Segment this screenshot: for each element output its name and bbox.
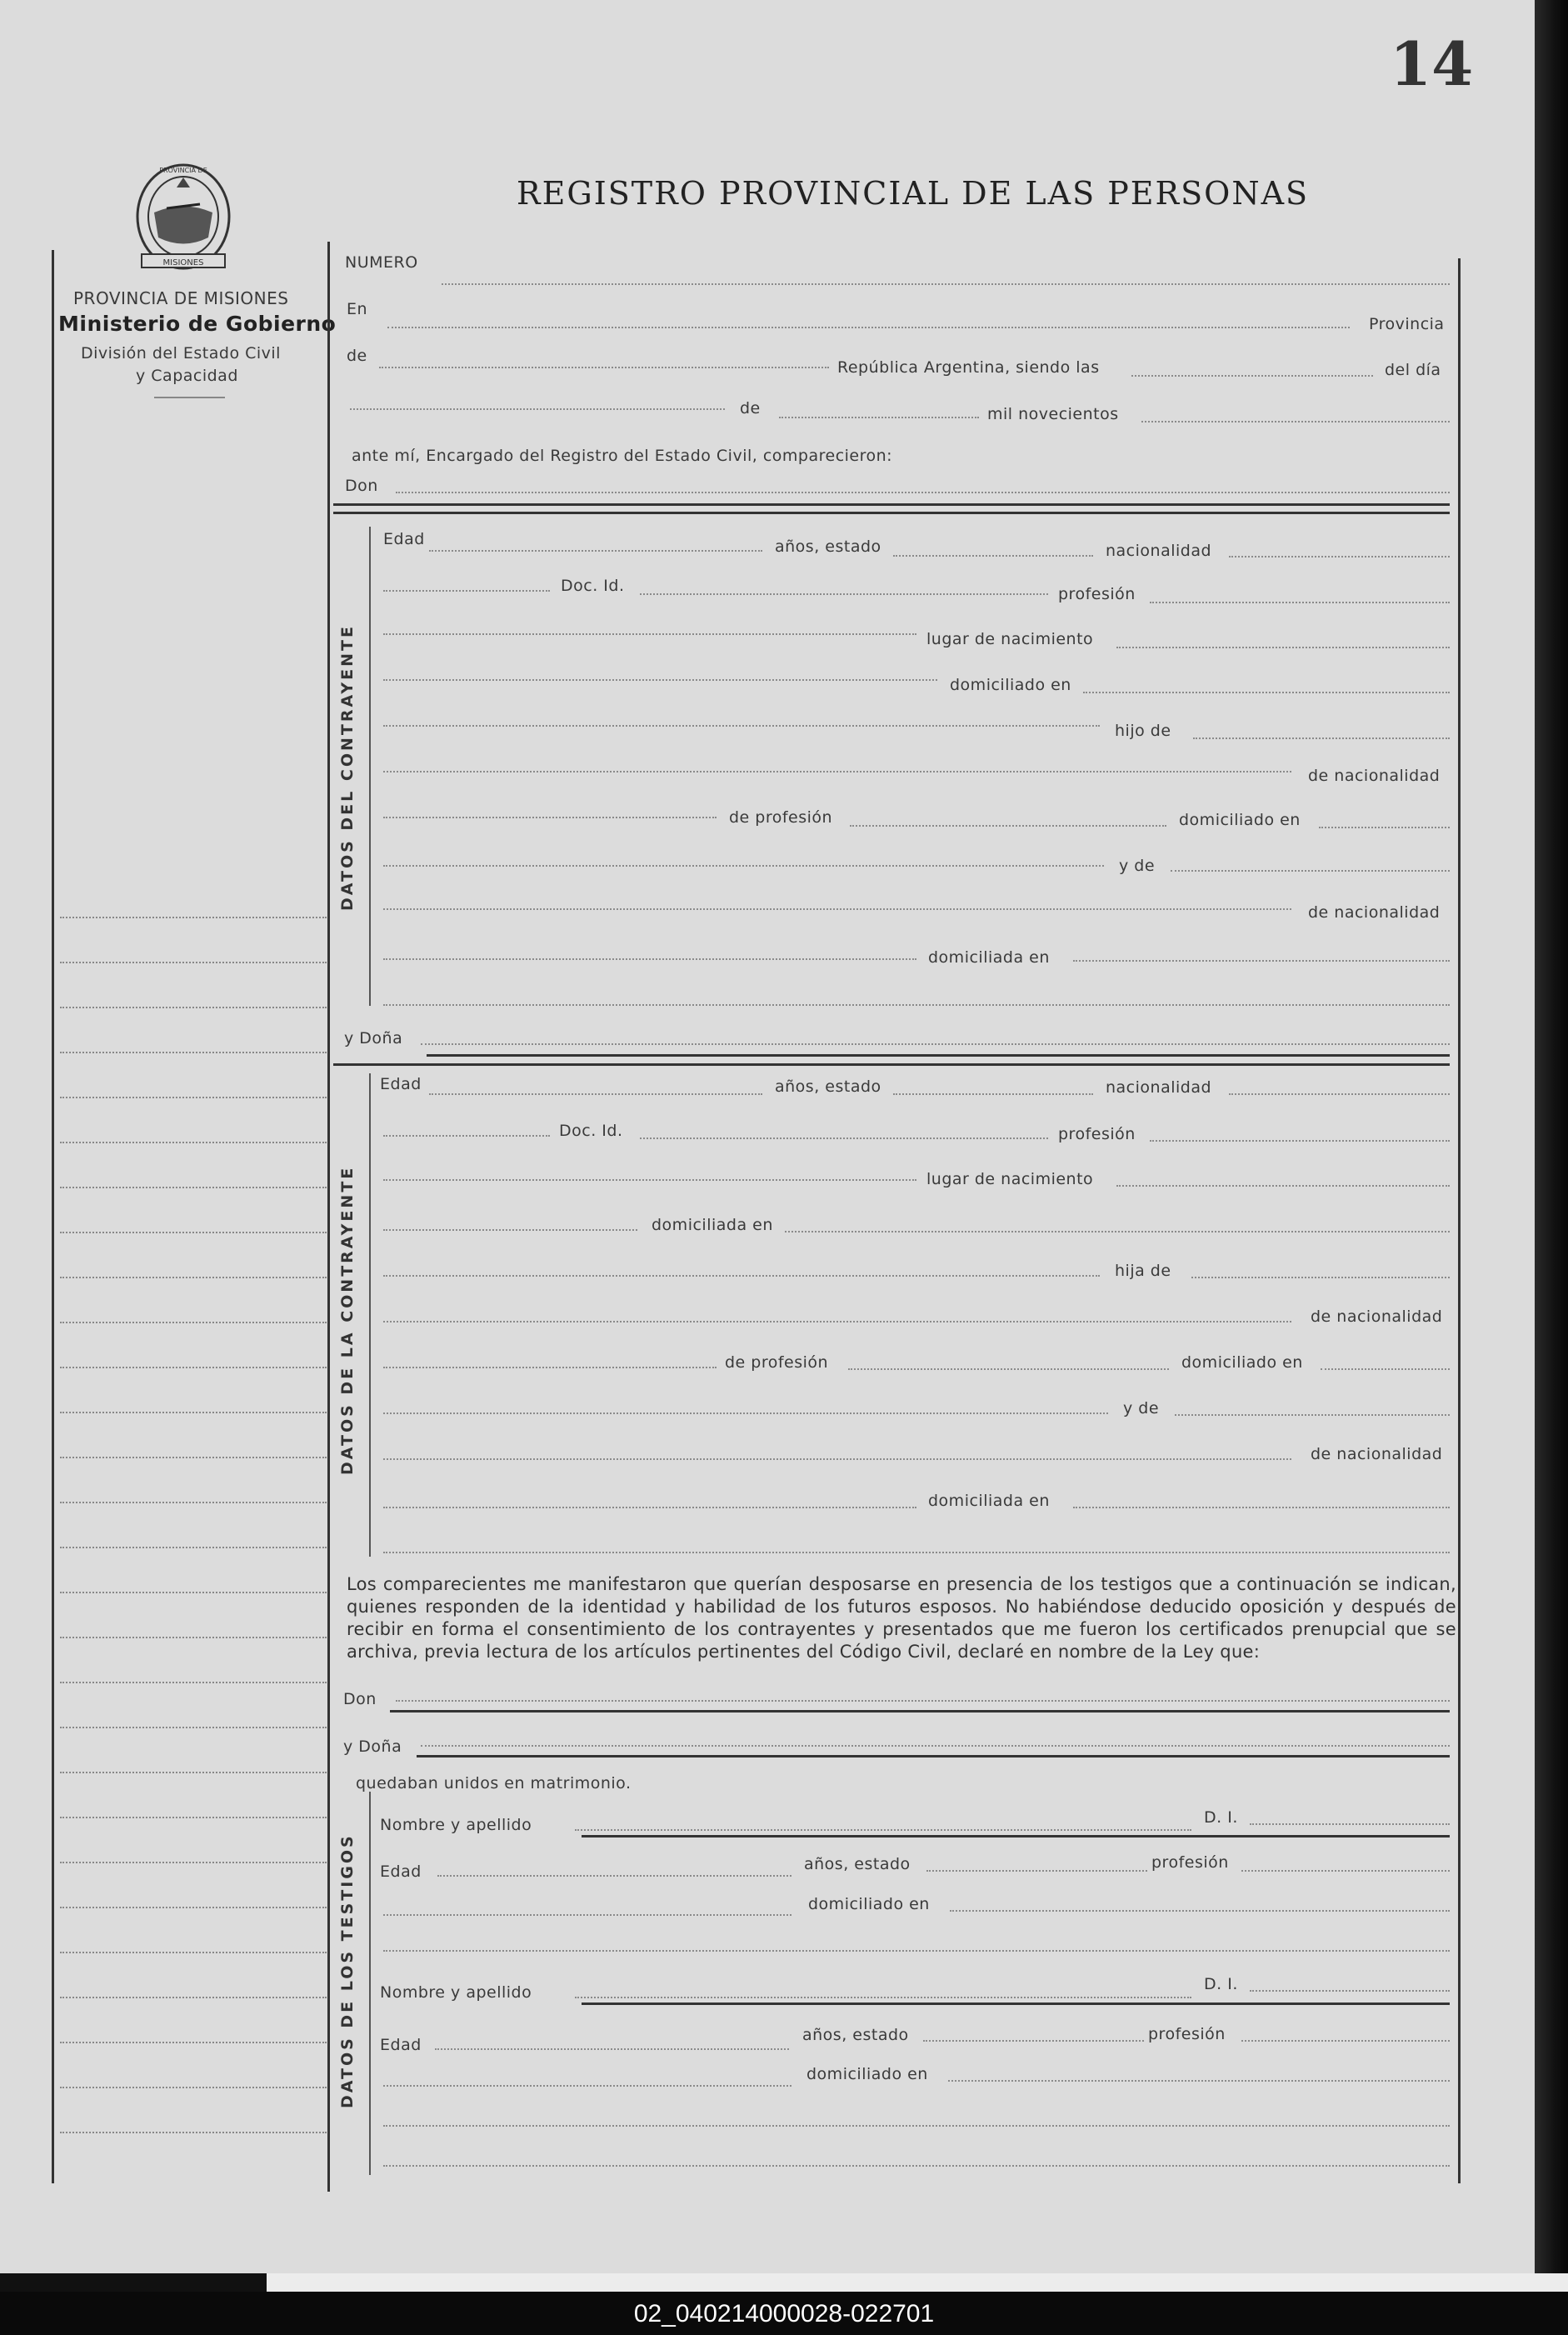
witness1-edad-label: Edad [380,1862,422,1881]
witness2-rule [582,2002,1450,2005]
witness2-edad-label: Edad [380,2036,422,2054]
quedaban-text: quedaban unidos en matrimonio. [356,1774,632,1792]
pre-domiciliada-line-3 [383,1507,916,1508]
pre-lugar-line [383,633,916,635]
witness2-nombre-label: Nombre y apellido [380,1983,532,2002]
de-profesion-label-2: de profesión [725,1353,829,1372]
padre-nac-line-2 [383,1367,717,1368]
lugar-nac-label: lugar de nacimiento [926,630,1094,648]
nacionalidad-label: nacionalidad [1106,542,1212,560]
witness1-dom-label: domiciliado en [808,1895,930,1913]
witness2-dom-line [948,2080,1450,2082]
en-label: En [347,300,368,318]
margin-line [60,1232,327,1233]
margin-line [60,1817,327,1818]
hora-line [1131,375,1373,377]
hijo-de-label: hijo de [1115,722,1171,740]
doc-pre-line [383,590,550,592]
nacionalidad-line-2 [1229,1093,1450,1095]
witness1-nombre-label: Nombre y apellido [380,1816,532,1834]
margin-line [60,917,327,918]
witness2-anos-label: años, estado [802,2026,909,2044]
nacionalidad-label-2: nacionalidad [1106,1078,1212,1097]
mes-line [779,417,979,418]
dona-rule-3 [417,1755,1450,1758]
left-margin-border [52,250,54,2183]
de-label: de [347,347,367,365]
pre-dom-line [383,679,937,681]
provincia-label: Provincia [1369,315,1445,333]
y-de-label: y de [1119,857,1156,875]
book-spine-edge [1535,0,1568,2273]
margin-line [60,1997,327,1998]
madre-nombre-line [383,908,1291,910]
de-nac-1-label-2: de nacionalidad [1311,1308,1443,1326]
domiciliada-label: domiciliada en [928,948,1050,967]
don-rule-3 [390,1710,1450,1712]
seal-top-label: PROVINCIA DE [159,167,207,174]
hijo-line [1193,738,1450,739]
estado-line [893,555,1093,557]
contrayente-bracket [369,527,371,1006]
margin-line [60,1277,327,1278]
margin-line [60,1007,327,1008]
dona-line-2 [421,1745,1450,1747]
domiciliada-line [1073,960,1450,962]
witness2-estado-line [923,2040,1144,2042]
del-dia-label: del día [1385,361,1441,379]
don-rule [333,503,1450,506]
ante-text: ante mí, Encargado del Registro del Estado Civil, comparecieron: [352,447,893,465]
division-underline [154,397,225,398]
margin-line [60,962,327,963]
padre-prof-line-2 [848,1368,1169,1370]
witness2-di-line [1250,1990,1450,1992]
contrayente-side-label: DATOS DEL CONTRAYENTE [338,624,357,911]
de-line [379,367,829,368]
provincial-seal [125,154,242,279]
madre-line-2 [1175,1414,1450,1416]
pre-domiciliada-line [383,958,916,960]
y-dona-label-2: y Doña [343,1738,402,1756]
margin-line [60,2042,327,2043]
margin-line [60,1322,327,1323]
domiciliado-label-3: domiciliado en [1181,1353,1303,1372]
witness2-nombre-line [575,1997,1191,1998]
scan-filename: 02_040214000028-022701 [633,2300,935,2328]
hija-line [1191,1277,1450,1278]
division-line1: División del Estado Civil [81,344,281,362]
page-number: 14 [1390,28,1474,99]
margin-line [60,1637,327,1638]
y-de-label-2: y de [1123,1399,1160,1418]
madre-line [1171,870,1450,872]
witness2-profesion-label: profesión [1148,2025,1226,2043]
lugar-line-2 [1116,1185,1450,1187]
dona-rule-2 [333,1063,1450,1066]
witness1-anos-label: años, estado [804,1855,911,1873]
don-line-2 [396,1700,1450,1702]
margin-line [60,1142,327,1143]
padre-prof-line [850,825,1166,827]
margin-line [60,1952,327,1953]
anio-line [1141,421,1450,422]
left-column-border [327,242,330,2192]
domiciliado-line [1083,692,1450,693]
lugar-nac-label-2: lugar de nacimiento [926,1170,1094,1188]
witness1-profesion-label: profesión [1151,1853,1229,1872]
profesion-label-2: profesión [1058,1125,1136,1143]
pre-yde-line-2 [383,1412,1108,1414]
estado-line-2 [893,1093,1093,1095]
margin-line [60,1862,327,1863]
padre-nac-line [383,817,717,818]
y-dona-label: y Doña [344,1029,403,1048]
dia-line [350,408,725,410]
padre-dom-line-2 [1321,1368,1450,1370]
domiciliada-line-2 [785,1231,1450,1232]
margin-line [60,2087,327,2088]
domiciliada-label-2: domiciliada en [652,1216,773,1234]
domiciliada-label-3: domiciliada en [928,1492,1050,1510]
witness1-profesion-line [1241,1870,1450,1872]
margin-line [60,1052,327,1053]
nacionalidad-line [1229,556,1450,558]
lugar-line [1116,647,1450,648]
margin-line [60,1727,327,1728]
dona-rule [427,1054,1450,1057]
de-profesion-label: de profesión [729,808,833,827]
margin-line [60,1907,327,1908]
witness1-pre-dom-line [383,1914,791,1916]
don-label-2: Don [343,1690,377,1708]
doc-line [640,593,1048,595]
witness1-estado-line [926,1870,1147,1872]
contrayenta-side-label: DATOS DE LA CONTRAYENTE [338,1165,357,1475]
edad-line [429,550,762,552]
numero-label: NUMERO [345,253,418,272]
doc-pre-line-2 [383,1135,550,1137]
margin-line [60,1772,327,1773]
doc-id-label-2: Doc. Id. [559,1122,623,1140]
declaration-text: Los comparecientes me manifestaron que querían desposarse en presencia de los testigos que a continuación se indican, quienes responden de la identidad y habilidad de los futuros esposos. No habiéndose deducido oposición y después de recibir en forma el consentimiento de los contrayentes y presentados que me fueron los certificados prenupcial que se archiva, previa lectura de los artículos pertinentes del Código Civil, declaré en nombre de la Ley que: [347,1574,1456,1662]
don-line [396,492,1450,493]
edad-line-2 [429,1093,762,1095]
hija-de-label: hija de [1115,1262,1171,1280]
witness2-edad-line [435,2048,789,2050]
edad-label: Edad [383,530,425,548]
pre-lugar-line-2 [383,1179,916,1181]
domiciliada-line-3 [1073,1507,1450,1508]
contrayente-last-line [383,1004,1450,1006]
profesion-label: profesión [1058,585,1136,603]
don-label: Don [345,477,378,495]
pre-domiciliada-line-2 [383,1229,637,1231]
witness1-nombre-line [575,1829,1191,1831]
margin-line [60,1412,327,1413]
bottom-shadow [0,2273,267,2292]
contrayenta-bracket [369,1073,371,1557]
seal-label: MISIONES [162,258,204,268]
margin-line [60,1097,327,1098]
witness2-extra-line [383,2165,1450,2167]
division-line2: y Capacidad [136,367,238,385]
witness2-profesion-line [1241,2040,1450,2042]
right-border [1458,258,1461,2183]
de-nac-2-label: de nacionalidad [1308,903,1441,922]
don-rule-2 [333,512,1450,514]
margin-line [60,1592,327,1593]
ministry-name: Ministerio de Gobierno [58,312,337,336]
witness2-dom-label: domiciliado en [806,2065,928,2083]
madre-nombre-line-2 [383,1458,1291,1460]
witness1-rule [582,1835,1450,1838]
domiciliado-label: domiciliado en [950,676,1071,694]
mil-label: mil novecientos [987,405,1119,423]
doc-id-label: Doc. Id. [561,577,625,595]
page-title: REGISTRO PROVINCIAL DE LAS PERSONAS [517,175,1310,212]
padre-nombre-line [383,771,1291,772]
pre-yde-line [383,865,1104,867]
province-name: PROVINCIA DE MISIONES [73,288,289,308]
pre-hija-line [383,1275,1100,1277]
witness1-last-line [383,1950,1450,1952]
padre-nombre-line-2 [383,1321,1291,1322]
witness2-pre-dom-line [383,2085,791,2087]
witness2-last-line [383,2125,1450,2127]
margin-line [60,1367,327,1368]
margin-line [60,1502,327,1503]
margin-line [60,1682,327,1683]
testigos-bracket [369,1792,371,2175]
witness1-dom-line [950,1910,1450,1912]
contrayenta-last-line [383,1552,1450,1553]
witness1-edad-line [437,1875,791,1877]
de-nac-1-label: de nacionalidad [1308,767,1441,785]
republica-text: República Argentina, siendo las [837,358,1100,377]
profesion-line [1150,602,1450,603]
pre-hijo-line [383,725,1100,727]
witness1-di-line [1250,1823,1450,1825]
witness1-di-label: D. I. [1204,1808,1238,1827]
en-line [387,327,1350,328]
doc-line-2 [640,1138,1048,1139]
margin-line [60,2132,327,2133]
profesion-line-2 [1150,1140,1450,1142]
anos-estado-label: años, estado [775,538,881,556]
anos-estado-label-2: años, estado [775,1078,881,1096]
padre-dom-line [1319,827,1450,828]
testigos-side-label: DATOS DE LOS TESTIGOS [338,1833,357,2108]
de-nac-2-label-2: de nacionalidad [1311,1445,1443,1463]
witness2-di-label: D. I. [1204,1975,1238,1993]
domiciliado-2-label: domiciliado en [1179,811,1301,829]
numero-line [442,283,1450,285]
margin-line [60,1187,327,1188]
dona-line [421,1043,1450,1045]
de2-label: de [740,399,761,418]
edad-label-2: Edad [380,1075,422,1093]
margin-line [60,1547,327,1548]
margin-line [60,1457,327,1458]
